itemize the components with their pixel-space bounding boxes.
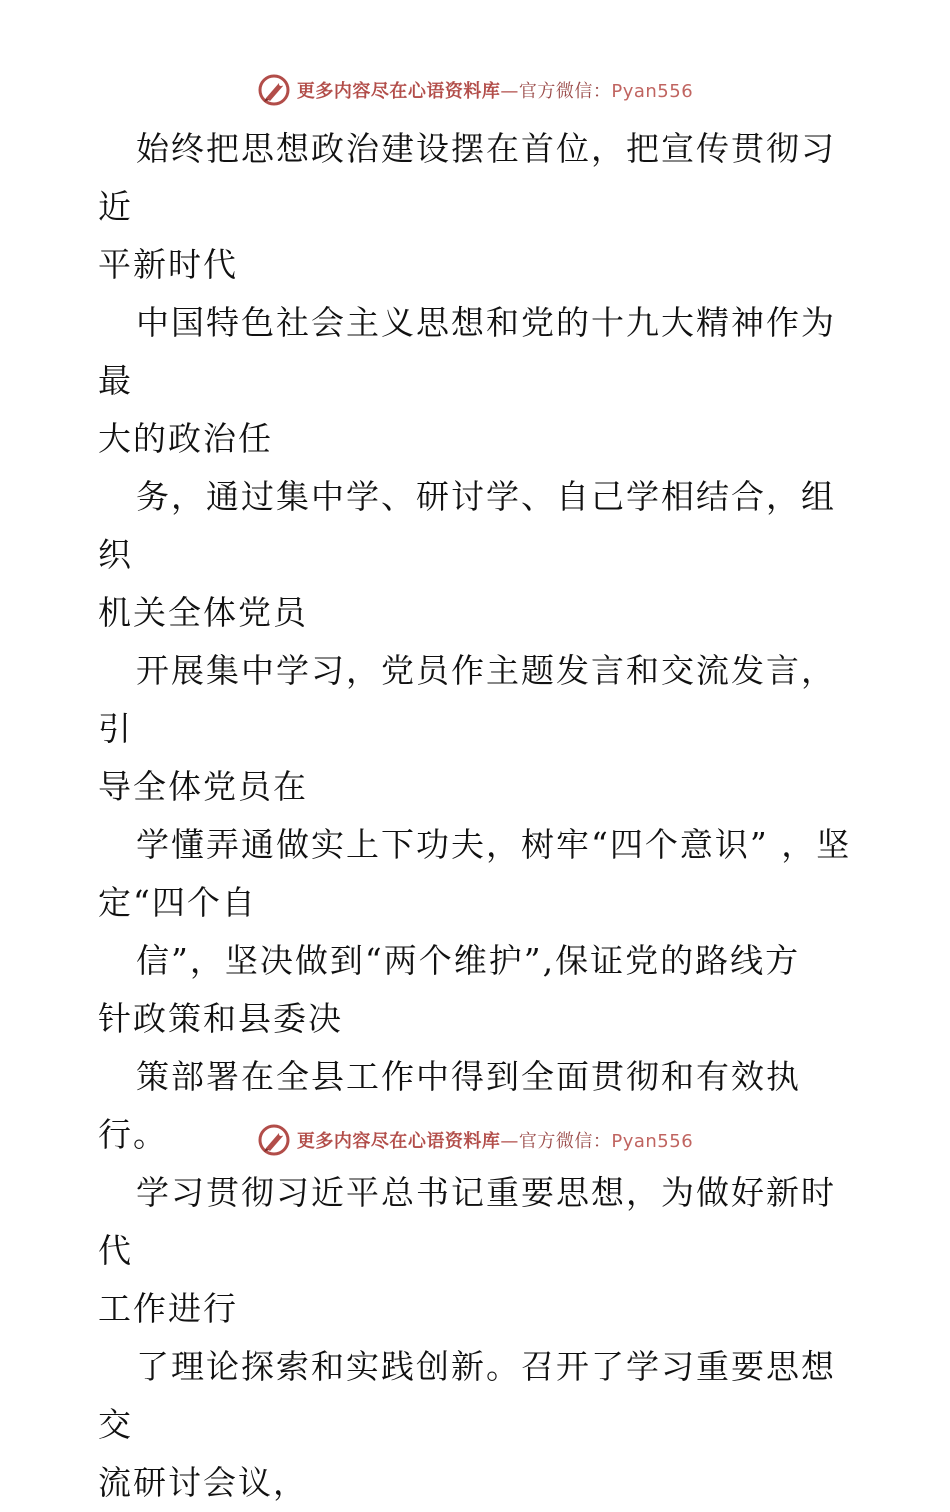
paragraph: [98, 120, 858, 294]
watermark-dash: —: [500, 1131, 519, 1152]
header-watermark: [0, 70, 950, 110]
watermark-site: 更多内容尽在心语资料库: [296, 81, 501, 102]
text-line: 学习贯彻习近平总书记重要思想，为做好新时代: [98, 1173, 836, 1270]
text-line: 工作进行: [98, 1289, 238, 1328]
watermark-text: [297, 77, 693, 103]
paragraph: [98, 294, 858, 468]
document-body: [98, 120, 858, 1512]
text-line: 信”，坚决做到“两个维护”,保证党的路线方: [136, 941, 801, 980]
pen-logo-icon: [257, 73, 291, 107]
watermark-dash: —: [500, 81, 519, 102]
text-line: 大的政治任: [98, 419, 273, 458]
paragraph: [98, 468, 858, 642]
footer-watermark: [0, 1120, 950, 1160]
watermark-wechat-id: Pyan556: [611, 1131, 694, 1152]
text-line: 针政策和县委决: [98, 999, 343, 1038]
watermark-wechat-label: 官方微信：: [518, 1131, 612, 1152]
watermark-wechat-id: Pyan556: [611, 81, 694, 102]
text-line: 开展集中学习，党员作主题发言和交流发言，引: [98, 651, 836, 748]
paragraph: [98, 642, 858, 816]
text-line: 机关全体党员: [98, 593, 308, 632]
text-line: 了理论探索和实践创新。召开了学习重要思想交: [98, 1347, 836, 1444]
text-line: 流研讨会议，: [98, 1463, 308, 1502]
text-line: 始终把思想政治建设摆在首位，把宣传贯彻习近: [98, 129, 836, 226]
text-line: 策部署在全县工作中得到全面贯彻和有效执行。: [98, 1057, 801, 1154]
text-line: 平新时代: [98, 245, 238, 284]
text-line: 中国特色社会主义思想和党的十九大精神作为最: [98, 303, 836, 400]
paragraph: [98, 1338, 858, 1512]
watermark-text: [297, 1127, 693, 1153]
text-line: 导全体党员在: [98, 767, 308, 806]
paragraph: [98, 932, 858, 1048]
text-line: 务，通过集中学、研讨学、自己学相结合，组织: [98, 477, 836, 574]
watermark-wechat-label: 官方微信：: [518, 81, 612, 102]
watermark-site: 更多内容尽在心语资料库: [296, 1131, 501, 1152]
paragraph: [98, 1164, 858, 1338]
pen-logo-icon: [257, 1123, 291, 1157]
text-line: 定“四个自: [98, 883, 257, 922]
paragraph: [98, 816, 858, 932]
text-line: 学懂弄通做实上下功夫，树牢“四个意识” ，坚: [136, 825, 852, 864]
